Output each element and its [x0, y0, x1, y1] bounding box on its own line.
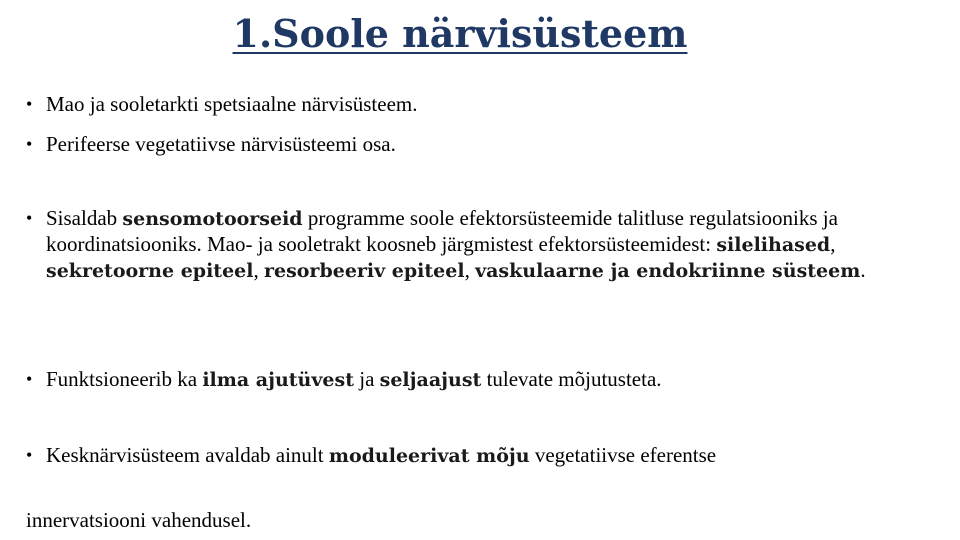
bullet-text: tulevate mõjutusteta.	[481, 367, 662, 391]
bullet-item-3	[26, 206, 946, 284]
bullet-text: programme soole efektorsüsteemide talitluse regulatsiooniks ja koordinatsiooniks. Mao- ja sooletrakt koosneb järgmistest efektorsüsteemidest:	[46, 206, 838, 256]
bullet-item-5	[26, 443, 866, 469]
keyword: silelihased	[716, 234, 831, 256]
bullet-text: ja	[353, 367, 380, 391]
bullet-text: Kesknärvisüsteem avaldab ainult	[46, 443, 329, 467]
bullet-text: Mao ja sooletarkti spetsiaalne närvisüsteem.	[46, 92, 418, 116]
keyword: ilma ajutüvest	[202, 369, 354, 391]
bullet-text: .	[860, 258, 866, 282]
bullet-item-1	[26, 92, 946, 117]
keyword: seljaajust	[379, 369, 482, 391]
bullet-item-2	[26, 132, 946, 157]
bullet-dot-icon: •	[26, 94, 33, 114]
bullet-dot-icon: •	[26, 445, 33, 465]
keyword: moduleerivat mõju	[328, 445, 530, 467]
keyword: sekretoorne epiteel	[46, 260, 254, 282]
bullet-dot-icon: •	[26, 208, 33, 228]
keyword: resorbeeriv epiteel	[263, 260, 465, 282]
bullet-text: Funktsioneerib ka	[46, 367, 203, 391]
tail-line: innervatsiooni vahendusel.	[26, 508, 252, 532]
bullet-text: Sisaldab	[46, 206, 123, 230]
bullet-text: ,	[464, 258, 476, 282]
bullet-text: vegetatiivse eferentse	[529, 443, 717, 467]
bullet-text: Perifeerse vegetatiivse närvisüsteemi osa.	[46, 132, 396, 156]
slide-title: 1.Soole närvisüsteem	[232, 11, 688, 56]
bullet-text: ,	[830, 232, 836, 256]
bullet-dot-icon: •	[26, 134, 33, 154]
bullet-dot-icon: •	[26, 369, 33, 389]
bullet-item-4	[26, 367, 946, 393]
keyword: sensomotoorseid	[122, 208, 303, 230]
bullet-text: ,	[253, 258, 264, 282]
keyword: vaskulaarne ja endokriinne süsteem	[475, 260, 861, 282]
